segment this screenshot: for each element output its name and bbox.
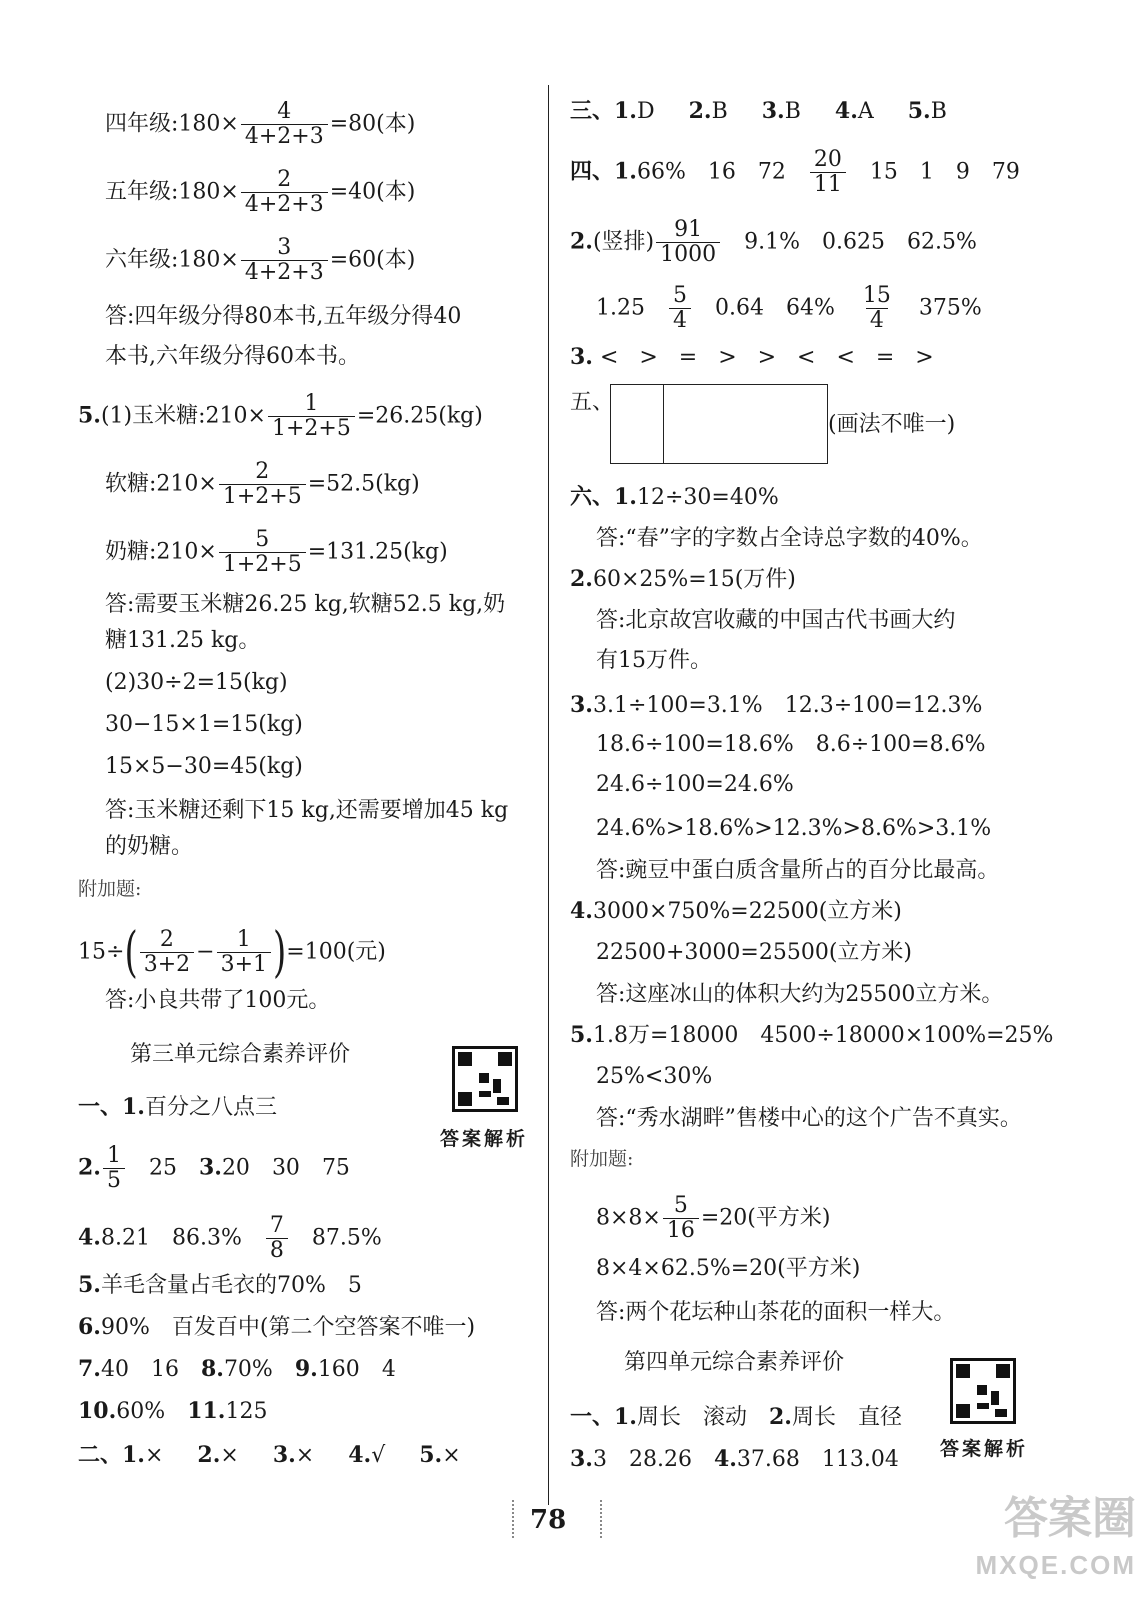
part4-q1: 四、1.66% 16 72 $\frac{20}{11}$ 15 1 9 79 <box>570 147 1020 197</box>
line-grade4: 四年级:180× $\frac{4}{4+2+3}$ =80(本) <box>105 99 416 149</box>
fraction: $\frac{7}{8}$ <box>266 1214 288 1263</box>
line-part2-c: 15×5−30=45(kg) <box>105 754 303 779</box>
answer-books-2: 本书,六年级分得60本书。 <box>105 344 360 369</box>
bonus-right-eq2: 8×4×62.5%=20(平方米) <box>596 1256 861 1281</box>
page-dots-left <box>512 1500 520 1538</box>
qr-label: 答案解析 <box>440 1128 529 1150</box>
answer-remaining-2: 的奶糖。 <box>105 834 194 859</box>
part4-q2-row2: 1.25 $\frac{5}{4}$ 0.64 64% $\frac{15}{4}$ 375% <box>596 283 982 333</box>
fraction: $\frac{2}{3+2}$ <box>140 928 194 977</box>
part6-q1: 六、1.12÷30=40% <box>570 484 779 510</box>
qr-label: 答案解析 <box>940 1438 1029 1460</box>
fraction: $\frac{5}{16}$ <box>663 1194 699 1243</box>
part6-q1-answer: 答:“春”字的字数占全诗总字数的40%。 <box>596 526 983 551</box>
part6-q3-row3: 24.6÷100=24.6% <box>596 772 794 797</box>
bonus-right-eq1: 8×8× $\frac{5}{16}$ =20(平方米) <box>596 1193 831 1243</box>
part6-q3: 3.3.1÷100=3.1% 12.3÷100=12.3% <box>570 692 983 718</box>
unit4-title: 第四单元综合素养评价 <box>624 1350 845 1375</box>
part6-q4: 4.3000×750%=22500(立方米) <box>570 898 902 924</box>
answer-candy-2: 糖131.25 kg。 <box>105 628 261 653</box>
drawing-rectangle <box>610 384 828 464</box>
unit4-q1: 一、1.周长 滚动 2.周长 直径 <box>570 1404 902 1430</box>
answer-books-1: 答:四年级分得80本书,五年级分得40 <box>105 304 462 329</box>
answer-remaining-1: 答:玉米糖还剩下15 kg,还需要增加45 kg <box>105 798 509 823</box>
part3-choices: 三、1.D 2.B 3.B 4.A 5.B <box>570 98 947 124</box>
part6-q5-answer: 答:“秀水湖畔”售楼中心的这个广告不真实。 <box>596 1106 1022 1131</box>
unit3-q5: 5.羊毛含量占毛衣的70% 5 <box>78 1272 362 1298</box>
line-grade5: 五年级:180× $\frac{2}{4+2+3}$ =40(本) <box>105 167 416 217</box>
line-corn-candy: 5.(1)玉米糖:210× $\frac{1}{1+2+5}$ =26.25(kg) <box>78 391 483 441</box>
unit3-q7: 7.40 16 8.70% 9.160 4 <box>78 1356 396 1382</box>
unit3-q1: 一、1.百分之八点三 <box>78 1094 277 1120</box>
unit3-q6: 6.90% 百发百中(第二个空答案不唯一) <box>78 1314 476 1340</box>
line-part2-a: (2)30÷2=15(kg) <box>105 670 288 695</box>
fraction: $\frac{1}{1+2+5}$ <box>268 392 355 441</box>
answer-candy-1: 答:需要玉米糖26.25 kg,软糖52.5 kg,奶 <box>105 592 506 617</box>
unit3-title: 第三单元综合素养评价 <box>130 1042 351 1067</box>
line-milk-candy: 奶糖:210× $\frac{5}{1+2+5}$ =131.25(kg) <box>105 527 448 577</box>
fraction: $\frac{20}{11}$ <box>810 148 846 197</box>
unit3-part2: 二、1.× 2.× 3.× 4.√ 5.× <box>78 1442 461 1468</box>
part6-q5-row2: 25%<30% <box>596 1064 713 1089</box>
unit3-q4: 4.8.21 86.3% $\frac{7}{8}$ 87.5% <box>78 1213 382 1263</box>
bonus-title: 附加题: <box>78 878 142 900</box>
fraction: $\frac{15}{4}$ <box>862 283 891 333</box>
part6-q2-answer-2: 有15万件。 <box>596 648 712 673</box>
fraction: $\frac{3}{4+2+3}$ <box>241 236 328 285</box>
fraction: $\frac{1}{3+1}$ <box>217 928 271 977</box>
line-part2-b: 30−15×1=15(kg) <box>105 712 303 737</box>
part6-q4-answer: 答:这座冰山的体积大约为25500立方米。 <box>596 982 1004 1007</box>
unit4-q3: 3.3 28.26 4.37.68 113.04 <box>570 1446 899 1472</box>
column-divider <box>548 85 549 1505</box>
bonus-equation: 15÷( $\frac{2}{3+2}$ − $\frac{1}{3+1}$ )=100(元) <box>78 920 386 985</box>
fraction: $\frac{91}{1000}$ <box>656 218 720 267</box>
fraction: $\frac{4}{4+2+3}$ <box>241 100 328 149</box>
part6-q2-answer-1: 答:北京故宫收藏的中国古代书画大约 <box>596 608 956 633</box>
unit3-q2: 2. $\frac{1}{5}$ 25 3.20 30 75 <box>78 1143 350 1193</box>
part5-note: (画法不唯一) <box>828 412 956 437</box>
qr-code-icon[interactable] <box>452 1046 518 1112</box>
part6-q5: 5.1.8万=18000 4500÷18000×100%=25% <box>570 1022 1054 1048</box>
part6-q2: 2.60×25%=15(万件) <box>570 566 796 592</box>
line-soft-candy: 软糖:210× $\frac{2}{1+2+5}$ =52.5(kg) <box>105 459 420 509</box>
part6-q3-row4: 24.6%>18.6%>12.3%>8.6%>3.1% <box>596 816 992 841</box>
fraction: $\frac{2}{4+2+3}$ <box>241 168 328 217</box>
bonus-answer: 答:小良共带了100元。 <box>105 988 331 1013</box>
qr-code-icon[interactable] <box>950 1358 1016 1424</box>
page-dots-right <box>600 1500 608 1538</box>
watermark: 答案圈 MXQE.COM <box>975 1494 1136 1580</box>
fraction: $\frac{1}{5}$ <box>103 1144 125 1193</box>
part6-q4-row2: 22500+3000=25500(立方米) <box>596 940 912 965</box>
bonus-title-right: 附加题: <box>570 1148 634 1170</box>
fraction: $\frac{2}{1+2+5}$ <box>219 460 306 509</box>
page-number: 78 <box>530 1505 567 1535</box>
fraction: $\frac{5}{4}$ <box>669 284 691 333</box>
part4-q3: 3. < > = > > < < = > <box>570 344 934 370</box>
fraction: $\frac{5}{1+2+5}$ <box>219 528 306 577</box>
part6-q3-answer: 答:豌豆中蛋白质含量所占的百分比最高。 <box>596 858 1000 883</box>
part6-q3-row2: 18.6÷100=18.6% 8.6÷100=8.6% <box>596 732 986 757</box>
part5-label: 五、 <box>570 390 615 415</box>
bonus-right-answer: 答:两个花坛种山茶花的面积一样大。 <box>596 1300 956 1325</box>
part4-q2: 2.(竖排) $\frac{91}{1000}$ 9.1% 0.625 62.5% <box>570 217 977 267</box>
unit3-q10: 10.60% 11.125 <box>78 1398 268 1424</box>
line-grade6: 六年级:180× $\frac{3}{4+2+3}$ =60(本) <box>105 235 416 285</box>
